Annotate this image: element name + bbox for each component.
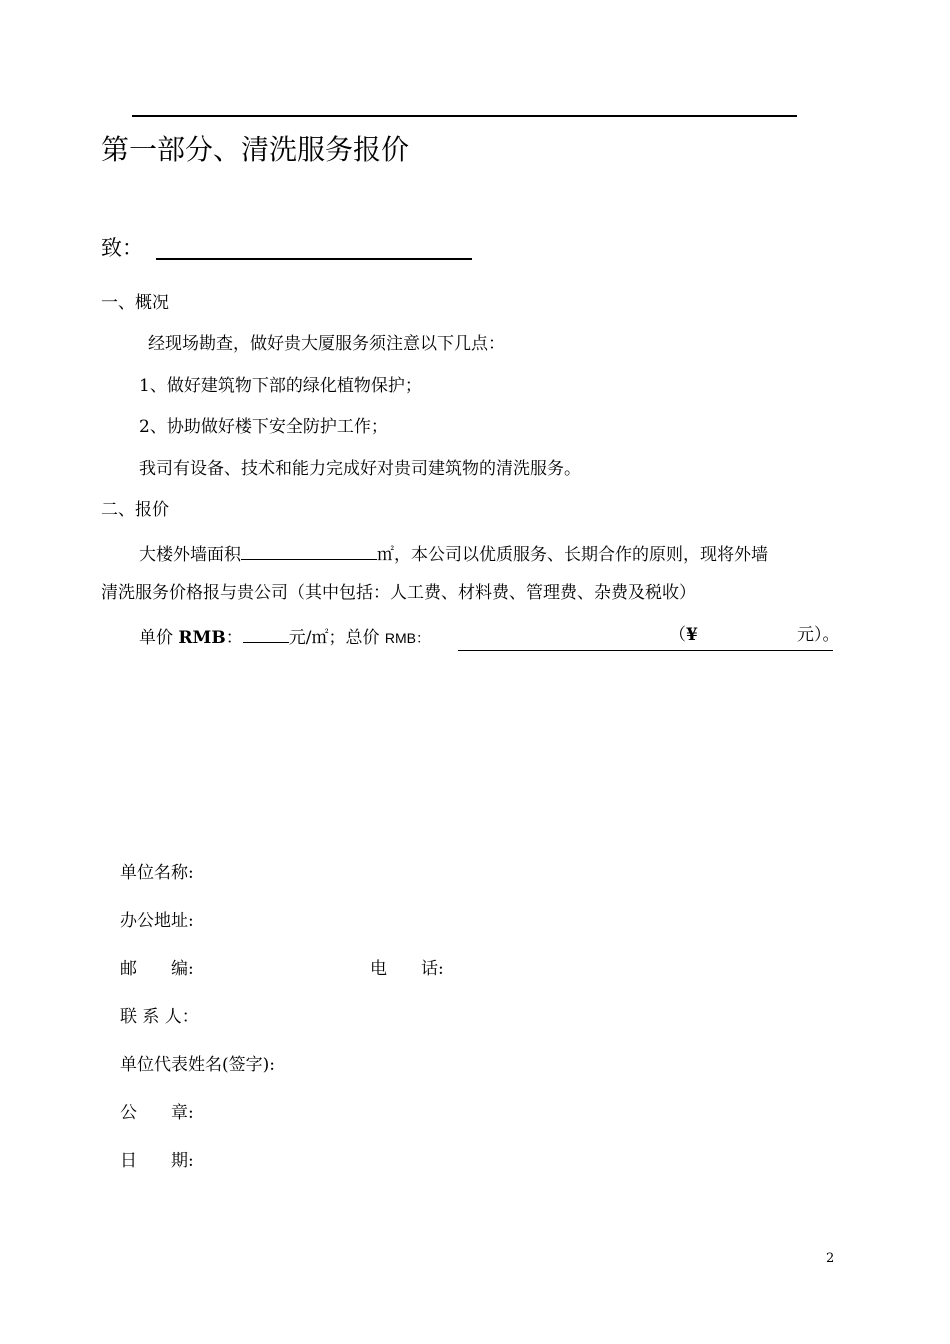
quote-line-1	[139, 541, 768, 566]
unit-price-line	[139, 624, 430, 649]
unit-colon: ：	[225, 628, 243, 648]
section1-item-1: 1、做好建筑物下部的绿化植物保护；	[139, 376, 422, 396]
area-blank	[241, 541, 377, 560]
office-address-label: 办公地址:	[120, 911, 194, 931]
company-name-label: 单位名称:	[120, 863, 194, 883]
section2-heading: 二、报价	[101, 500, 169, 520]
rmb-bold: RMB	[178, 628, 226, 648]
rep-name-label: 单位代表姓名(签字):	[120, 1055, 275, 1075]
date-label: 日 期:	[120, 1151, 194, 1171]
section1-item-2: 2、协助做好楼下安全防护工作；	[139, 417, 388, 437]
unit-suffix: 元/㎡；总价	[288, 628, 380, 648]
postal-code-label: 邮 编:	[120, 959, 194, 979]
area-suffix: ㎡，本公司以优质服务、长期合作的原则，现将外墙	[377, 545, 768, 565]
unit-price-blank	[243, 624, 289, 643]
yen-symbol: ¥	[686, 625, 698, 645]
recipient-blank-line	[156, 258, 472, 260]
quote-line-2: 清洗服务价格报与贵公司（其中包括：人工费、材料费、管理费、杂费及税收）	[101, 583, 696, 603]
paren-open: （	[669, 625, 686, 645]
recipient-label: 致：	[101, 236, 143, 260]
section1-heading: 一、概况	[101, 293, 169, 313]
unit-price-label: 单价	[139, 628, 173, 648]
yen-group	[669, 624, 698, 646]
contact-label: 联 系 人：	[120, 1007, 199, 1027]
total-price-blank	[458, 630, 833, 651]
seal-label: 公 章:	[120, 1103, 194, 1123]
page-number: 2	[826, 1251, 835, 1266]
page-title: 第一部分、清洗服务报价	[101, 133, 410, 166]
section1-intro: 经现场勘查，做好贵大厦服务须注意以下几点：	[148, 334, 505, 354]
section1-closing: 我司有设备、技术和能力完成好对贵司建筑物的清洗服务。	[139, 459, 581, 479]
header-rule	[132, 115, 797, 117]
rmb-total-label: RMB：	[384, 630, 430, 646]
yuan-close: 元）。	[797, 625, 840, 645]
area-label: 大楼外墙面积	[139, 545, 241, 565]
phone-label: 电 话:	[370, 959, 444, 979]
